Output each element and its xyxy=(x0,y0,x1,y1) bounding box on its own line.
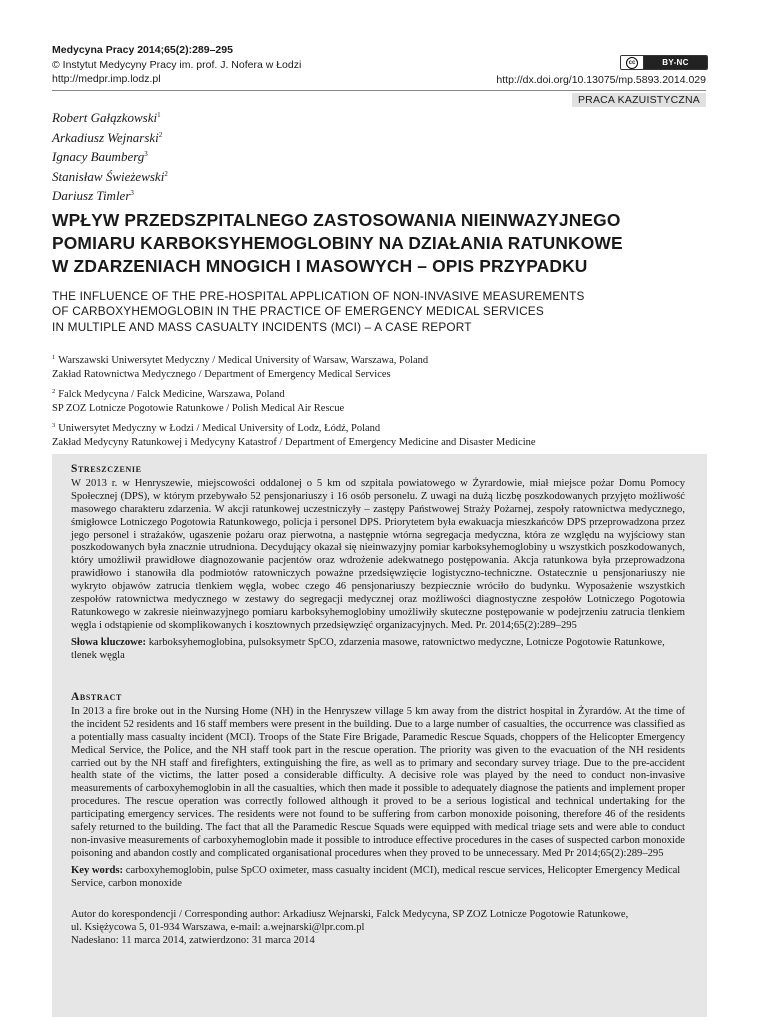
header-divider xyxy=(52,90,706,91)
title-english xyxy=(52,289,702,335)
abstract-section xyxy=(71,691,685,891)
streszczenie-section xyxy=(71,463,685,663)
journal-header xyxy=(52,43,301,87)
cc-license-badge[interactable] xyxy=(620,55,708,70)
affiliation: $^3$ Uniwersytet Medyczny w Łodzi / Medical University of Lodz, Łódź, Poland Zakład Medycyny Ratunkowej i Medycyny Katastrof / Department of Emergency Medicine and Disaster Medicine xyxy=(52,422,536,448)
title-line: THE INFLUENCE OF THE PRE-HOSPITAL APPLICATION OF NON-INVASIVE MEASUREMENTS xyxy=(52,289,585,303)
title-line: W ZDARZENIACH MNOGICH I MASOWYCH – OPIS PRZYPADKU xyxy=(52,256,588,276)
license-label: BY-NC xyxy=(644,56,707,69)
journal-url[interactable]: http://medpr.imp.lodz.pl xyxy=(52,73,161,85)
affiliation: $^2$ Falck Medycyna / Falck Medicine, Warszawa, Poland SP ZOZ Lotnicze Pogotowie Ratunkowe / Polish Medical Air Rescue xyxy=(52,388,345,414)
correspondence-info: Autor do korespondencji / Corresponding author: Arkadiusz Wejnarski, Falck Medycyna, SP ZOZ Lotnicze Pogotowie Ratunkowe, ul. Księżycowa 5, 01-934 Warszawa, e-mail: a.wejnarski@lpr.com.pl Nadesłano: 11 marca 2014, zatwierdzono: 31 marca 2014 xyxy=(71,909,629,946)
title-line: OF CARBOXYHEMOGLOBIN IN THE PRACTICE OF EMERGENCY MEDICAL SERVICES xyxy=(52,304,544,319)
copyright-line: © Instytut Medycyny Pracy im. prof. J. Nofera w Łodzi xyxy=(52,58,302,71)
keywords-en: Key words: carboxyhemoglobin, pulse SpCO oximeter, mass casualty incident (MCI), medical rescue services, Helicopter Emergency Medical Service, carbon monoxide xyxy=(71,864,681,889)
title-polish xyxy=(52,209,702,278)
author: Dariusz Timler$^3$ xyxy=(52,188,134,203)
article-category: PRACA KAZUISTYCZNA xyxy=(572,93,706,107)
doi-link[interactable]: http://dx.doi.org/10.13075/mp.5893.2014.029 xyxy=(496,74,706,86)
author: Robert Gałązkowski$^1$ xyxy=(52,110,161,125)
abstract-panel xyxy=(52,454,707,1017)
section-heading: Streszczenie xyxy=(71,463,142,475)
title-line: WPŁYW PRZEDSZPITALNEGO ZASTOSOWANIA NIEINWAZYJNEGO xyxy=(52,210,621,230)
title-line: IN MULTIPLE AND MASS CASUALTY INCIDENTS (MCI) – A CASE REPORT xyxy=(52,319,472,334)
abstract-text-en: In 2013 a fire broke out in the Nursing Home (NH) in the Henryszew village 5 km away from the district hospital in Żyrardów. At the time of the incident 52 residents and 16 staff members were present in the building. Due to a large number of casualties, the occurrence was classified as a potentially mass casualty incident (MCI). Troops of the State Fire Brigade, Paramedic Rescue Squads, choppers of the Helicopter Emergency Medical Service, the Police, and the NH staff took part in the rescue operation. The priority was given to the evacuation of the NH residents carried out by the NH staff and firefighters, extinguishing the fire, as well as to primary and secondary survey triage. Due to the pre-accident health state of the victims, the latter posed a considerable difficulty. A decisive role was played by the need to conduct non-invasive measurements of carboxyhemoglobin in all the casualties, which then made it possible to adequately diagnose the patients and implement proper procedures. The rescue operation was correctly followed although it proved to be a serious logistical and technical undertaking for the participating emergency services. The residents were not found to be suffering from carbon monoxide poisoning, therefore 46 of the residents safely returned to the building. The fact that all the Paramedic Rescue Squads were equipped with medical triage sets and were able to conduct non-invasive measurements of carboxyhemoglobin made it possible to introduce effective procedures in the cases of suspected carbon monoxide poisoning and abandon costly and complicated organisational procedures when they proved to be unnecessary. Med Pr 2014;65(2):289–295 xyxy=(71,705,685,859)
abstract-text-pl: W 2013 r. w Henryszewie, miejscowości oddalonej o 5 km od szpitala powiatowego w Żyrardowie, miał miejsce pożar Domu Pomocy Społecznej (DPS), w którym przebywało 52 pensjonariuszy i 16 osób personelu. Z uwagi na dużą liczbę poszkodowanych przyjęto możliwość masowego charakteru zdarzenia. W akcji ratunkowej uczestniczyły – zastępy Państwowej Straży Pożarnej, zespoły ratownictwa medycznego, śmigłowce Lotniczego Pogotowia Ratunkowego, policja i personel DPS. Priorytetem była ewakuacja mieszkańców DPS przeprowadzona przez jego personel i strażaków, ugaszenie pożaru oraz pierwotna, a następnie wtórna segregacja medyczna, która ze względu na wyjściowy stan poszkodowanych była znacznie utrudniona. Decydujący okazał się nieinwazyjny pomiar karboksyhemoglobiny u wszystkich poszkodowanych, który umożliwił prawidłowe diagnozowanie pacjentów oraz wdrożenie adekwatnego postępowania. Akcja ratunkowa była przeprowadzona prawidłowo i stanowiła dla podmiotów ratowniczych poważne przedsięwzięcie logistyczno-techniczne. Ostatecznie u pensjonariuszy nie wykryto objawów zatrucia tlenkiem węgla, wobec czego 46 pensjonariuszy bezpiecznie wróciło do budynku. Wyposażenie wszystkich zespołów ratownictwa medycznego w zestawy do segregacji medycznej oraz możliwości diagnostyczne zespołów Lotniczego Pogotowia Ratunkowego w zakresie nieinwazyjnego pomiaru karboksyhemoglobiny umożliwiły skuteczne postępowanie w podejrzeniu zatrucia tlenkiem węgla i odstąpienie od skomplikowanych i kosztownych przedsięwzięć organizacyjnych. Med. Pr. 2014;65(2):289–295 xyxy=(71,477,685,631)
affiliations xyxy=(52,351,712,453)
title-line: POMIARU KARBOKSYHEMOGLOBINY NA DZIAŁANIA RATUNKOWE xyxy=(52,233,623,253)
journal-citation: Medycyna Pracy 2014;65(2):289–295 xyxy=(52,44,233,56)
section-heading: Abstract xyxy=(71,691,122,703)
author: Stanisław Świeżewski$^2$ xyxy=(52,168,168,184)
author: Ignacy Baumberg$^3$ xyxy=(52,149,148,164)
affiliation: $^1$ Warszawski Uniwersytet Medyczny / Medical University of Warsaw, Warszawa, Poland Zakład Ratownictwa Medycznego / Department of Emergency Medical Services xyxy=(52,354,429,380)
keywords-pl: Słowa kluczowe: karboksyhemoglobina, pulsoksymetr SpCO, zdarzenia masowe, ratownictwo medyczne, Lotnicze Pogotowie Ratunkowe, tlenek węgla xyxy=(71,636,665,661)
author-list xyxy=(52,107,168,205)
author: Arkadiusz Wejnarski$^2$ xyxy=(52,129,163,145)
cc-icon: cc xyxy=(621,56,644,69)
